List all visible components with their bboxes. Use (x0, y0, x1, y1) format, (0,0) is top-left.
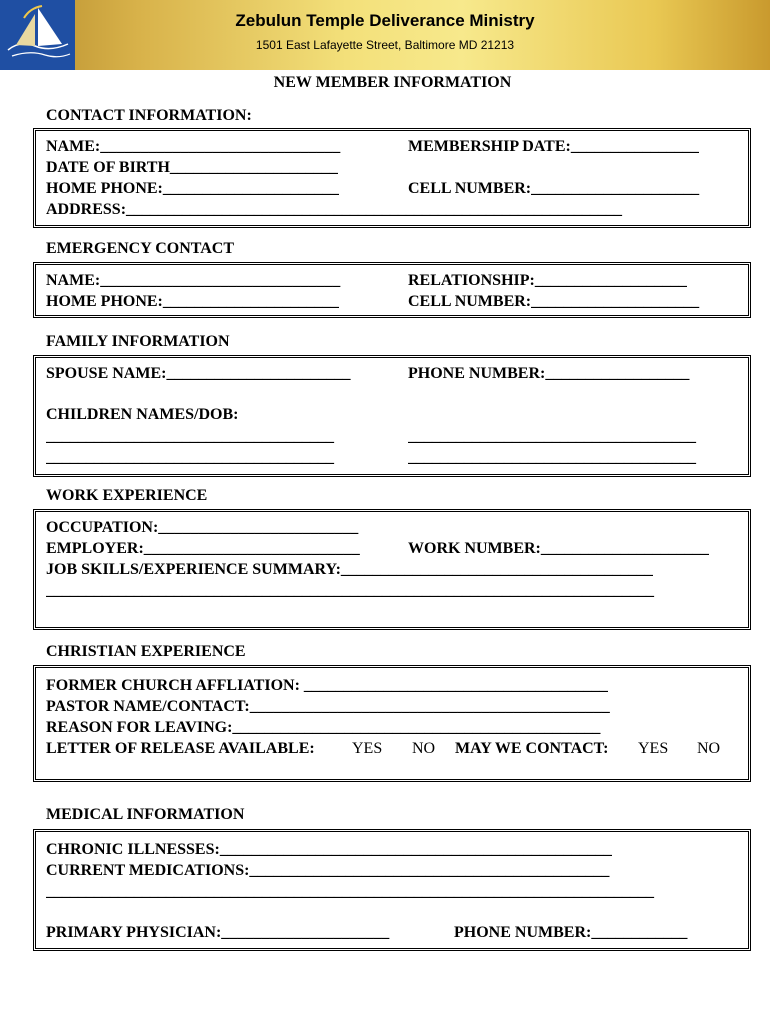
contact-no-option[interactable]: NO (697, 740, 721, 757)
contact-box (33, 128, 751, 228)
address-field[interactable]: ADDRESS:______________________________________________________________ (46, 201, 623, 218)
home-phone-field[interactable]: HOME PHONE:______________________ (46, 180, 339, 197)
job-skills-blank-line[interactable]: ____________________________________________________________________________ (46, 582, 654, 599)
primary-physician-field[interactable]: PRIMARY PHYSICIAN:_____________________ (46, 924, 390, 941)
christian-box (33, 665, 751, 782)
children-line-2-left[interactable]: ____________________________________ (46, 449, 334, 466)
contact-name-field[interactable]: NAME:______________________________ (46, 138, 341, 155)
header-banner (0, 0, 770, 70)
spouse-name-field[interactable]: SPOUSE NAME:_______________________ (46, 365, 351, 382)
letter-no-option[interactable]: NO (412, 740, 436, 757)
membership-date-field[interactable]: MEMBERSHIP DATE:________________ (408, 138, 699, 155)
reason-for-leaving-field[interactable]: REASON FOR LEAVING:______________________________________________ (46, 719, 601, 736)
medical-section-title: MEDICAL INFORMATION (46, 806, 245, 823)
emergency-name-field[interactable]: NAME:______________________________ (46, 272, 341, 289)
work-section-title: WORK EXPERIENCE (46, 487, 208, 504)
employer-field[interactable]: EMPLOYER:___________________________ (46, 540, 360, 557)
family-section-title: FAMILY INFORMATION (46, 333, 230, 350)
christian-section-title: CHRISTIAN EXPERIENCE (46, 643, 246, 660)
children-line-1-left[interactable]: ____________________________________ (46, 428, 334, 445)
may-we-contact-label: MAY WE CONTACT: (455, 740, 609, 757)
emergency-box (33, 262, 751, 318)
work-box (33, 509, 751, 630)
work-number-field[interactable]: WORK NUMBER:_____________________ (408, 540, 709, 557)
occupation-field[interactable]: OCCUPATION:_________________________ (46, 519, 359, 536)
children-line-1-right[interactable]: ____________________________________ (408, 428, 696, 445)
job-skills-field[interactable]: JOB SKILLS/EXPERIENCE SUMMARY:_______________________________________ (46, 561, 653, 578)
letter-yes-option[interactable]: YES (352, 740, 383, 757)
relationship-field[interactable]: RELATIONSHIP:___________________ (408, 272, 687, 289)
contact-section-title: CONTACT INFORMATION: (46, 107, 252, 124)
family-box (33, 355, 751, 477)
physician-phone-field[interactable]: PHONE NUMBER:____________ (454, 924, 688, 941)
emergency-cell-field[interactable]: CELL NUMBER:_____________________ (408, 293, 700, 310)
cell-number-field[interactable]: CELL NUMBER:_____________________ (408, 180, 700, 197)
emergency-home-phone-field[interactable]: HOME PHONE:______________________ (46, 293, 339, 310)
children-label: CHILDREN NAMES/DOB: (46, 406, 239, 423)
former-church-field[interactable]: FORMER CHURCH AFFLIATION: ______________________________________ (46, 677, 608, 694)
date-of-birth-field[interactable]: DATE OF BIRTH_____________________ (46, 159, 338, 176)
pastor-contact-field[interactable]: PASTOR NAME/CONTACT:_____________________________________________ (46, 698, 610, 715)
letter-of-release-label: LETTER OF RELEASE AVAILABLE: (46, 740, 315, 757)
current-medications-field[interactable]: CURRENT MEDICATIONS:_____________________________________________ (46, 862, 610, 879)
organization-address: 1501 East Lafayette Street, Baltimore MD 21213 (255, 38, 515, 52)
chronic-illnesses-field[interactable]: CHRONIC ILLNESSES:_________________________________________________ (46, 841, 612, 858)
spouse-phone-field[interactable]: PHONE NUMBER:__________________ (408, 365, 690, 382)
form-title: NEW MEMBER INFORMATION (273, 74, 512, 91)
organization-name: Zebulun Temple Deliverance Ministry (235, 11, 535, 30)
medical-box (33, 829, 751, 951)
medications-blank-line[interactable]: ____________________________________________________________________________ (46, 883, 654, 900)
emergency-section-title: EMERGENCY CONTACT (46, 240, 235, 257)
contact-yes-option[interactable]: YES (638, 740, 669, 757)
children-line-2-right[interactable]: ____________________________________ (408, 449, 696, 466)
